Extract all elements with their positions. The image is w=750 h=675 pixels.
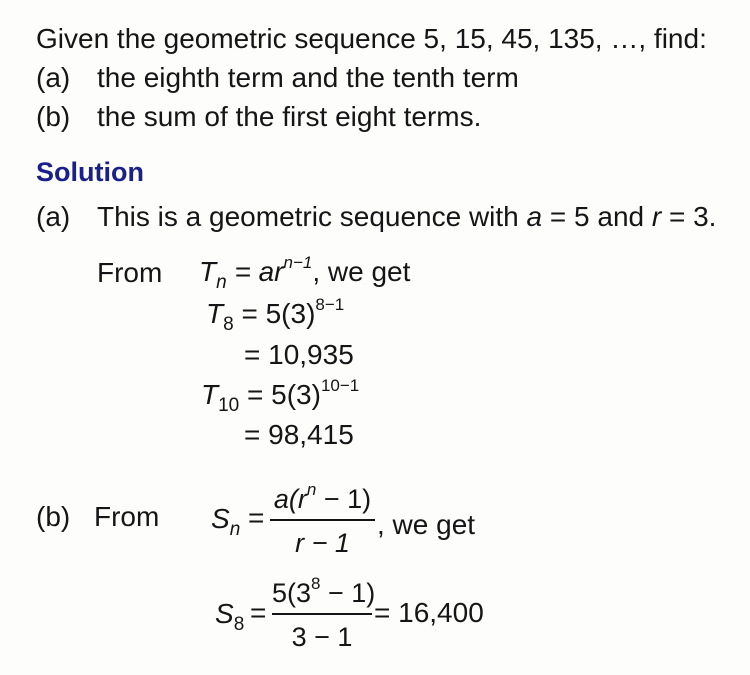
s8-fraction: [272, 574, 376, 654]
formula-tn-rhs: = ar: [226, 256, 284, 287]
t8-equation: [206, 295, 345, 335]
t10-rhs: = 5(3): [239, 379, 321, 410]
part-a-a-value: = 5 and: [542, 201, 652, 232]
t10-equation: [201, 376, 360, 416]
sn-symbol: S: [211, 503, 230, 534]
part-a-label: (a): [36, 201, 71, 232]
s8-numerator: [272, 574, 376, 610]
sn-lhs: [211, 503, 241, 540]
part-a-intro-line: [97, 200, 716, 234]
sn-numerator-exponent: n: [306, 480, 317, 499]
problem-item-b-label: (b): [36, 101, 71, 132]
sn-sub: n: [229, 519, 241, 540]
t10-exponent: 10−1: [320, 376, 360, 395]
t10-result: = 98,415: [244, 419, 354, 450]
formula-tn-sub: n: [216, 272, 227, 293]
s8-result: = 16,400: [374, 597, 484, 628]
formula-tn: [199, 253, 411, 293]
s8-symbol: S: [215, 598, 234, 629]
part-b-label: (b): [36, 501, 71, 532]
part-a-from-label: From: [97, 257, 163, 288]
sn-equals: =: [248, 502, 265, 533]
sn-denominator: r − 1: [295, 528, 350, 558]
t8-rhs: = 5(3): [233, 298, 316, 329]
solution-heading: Solution: [36, 157, 144, 187]
t8-symbol: T: [206, 298, 224, 329]
sn-numerator-start: a(r: [273, 484, 307, 514]
formula-tn-exponent: n−1: [283, 253, 313, 272]
s8-equals: =: [250, 597, 267, 628]
s8-sub: 8: [233, 614, 245, 635]
s8-lhs: [215, 598, 245, 635]
s8-numerator-end: − 1): [320, 578, 376, 608]
problem-item-a-text: the eighth term and the tenth term: [97, 62, 519, 93]
sn-fraction: [270, 482, 375, 560]
t8-sub: 8: [223, 314, 234, 335]
s8-numerator-exponent: 8: [311, 574, 321, 593]
part-a-r-value: = 3.: [661, 201, 717, 232]
t10-sub: 10: [218, 395, 240, 416]
part-a-a-symbol: a: [526, 201, 543, 232]
s8-denominator: 3 − 1: [291, 622, 353, 652]
t8-exponent: 8−1: [315, 295, 345, 314]
sn-numerator: [270, 482, 375, 516]
part-a-intro: This is a geometric sequence with: [97, 201, 527, 232]
problem-intro: Given the geometric sequence 5, 15, 45, 135, …, find:: [36, 23, 707, 54]
s8-numerator-start: 5(3: [272, 578, 312, 608]
sn-fraction-bar: [270, 519, 375, 521]
part-b-from-label: From: [94, 501, 160, 532]
part-a-r-symbol: r: [651, 201, 662, 232]
s8-fraction-bar: [272, 613, 372, 615]
t10-symbol: T: [201, 379, 219, 410]
problem-item-b-text: the sum of the first eight terms.: [97, 101, 482, 132]
formula-tn-symbol: T: [199, 256, 217, 287]
formula-tn-tail: , we get: [312, 256, 411, 287]
problem-item-a-label: (a): [36, 62, 71, 93]
t8-result: = 10,935: [244, 339, 354, 370]
sn-tail: , we get: [377, 509, 476, 540]
sn-numerator-end: − 1): [316, 484, 372, 514]
